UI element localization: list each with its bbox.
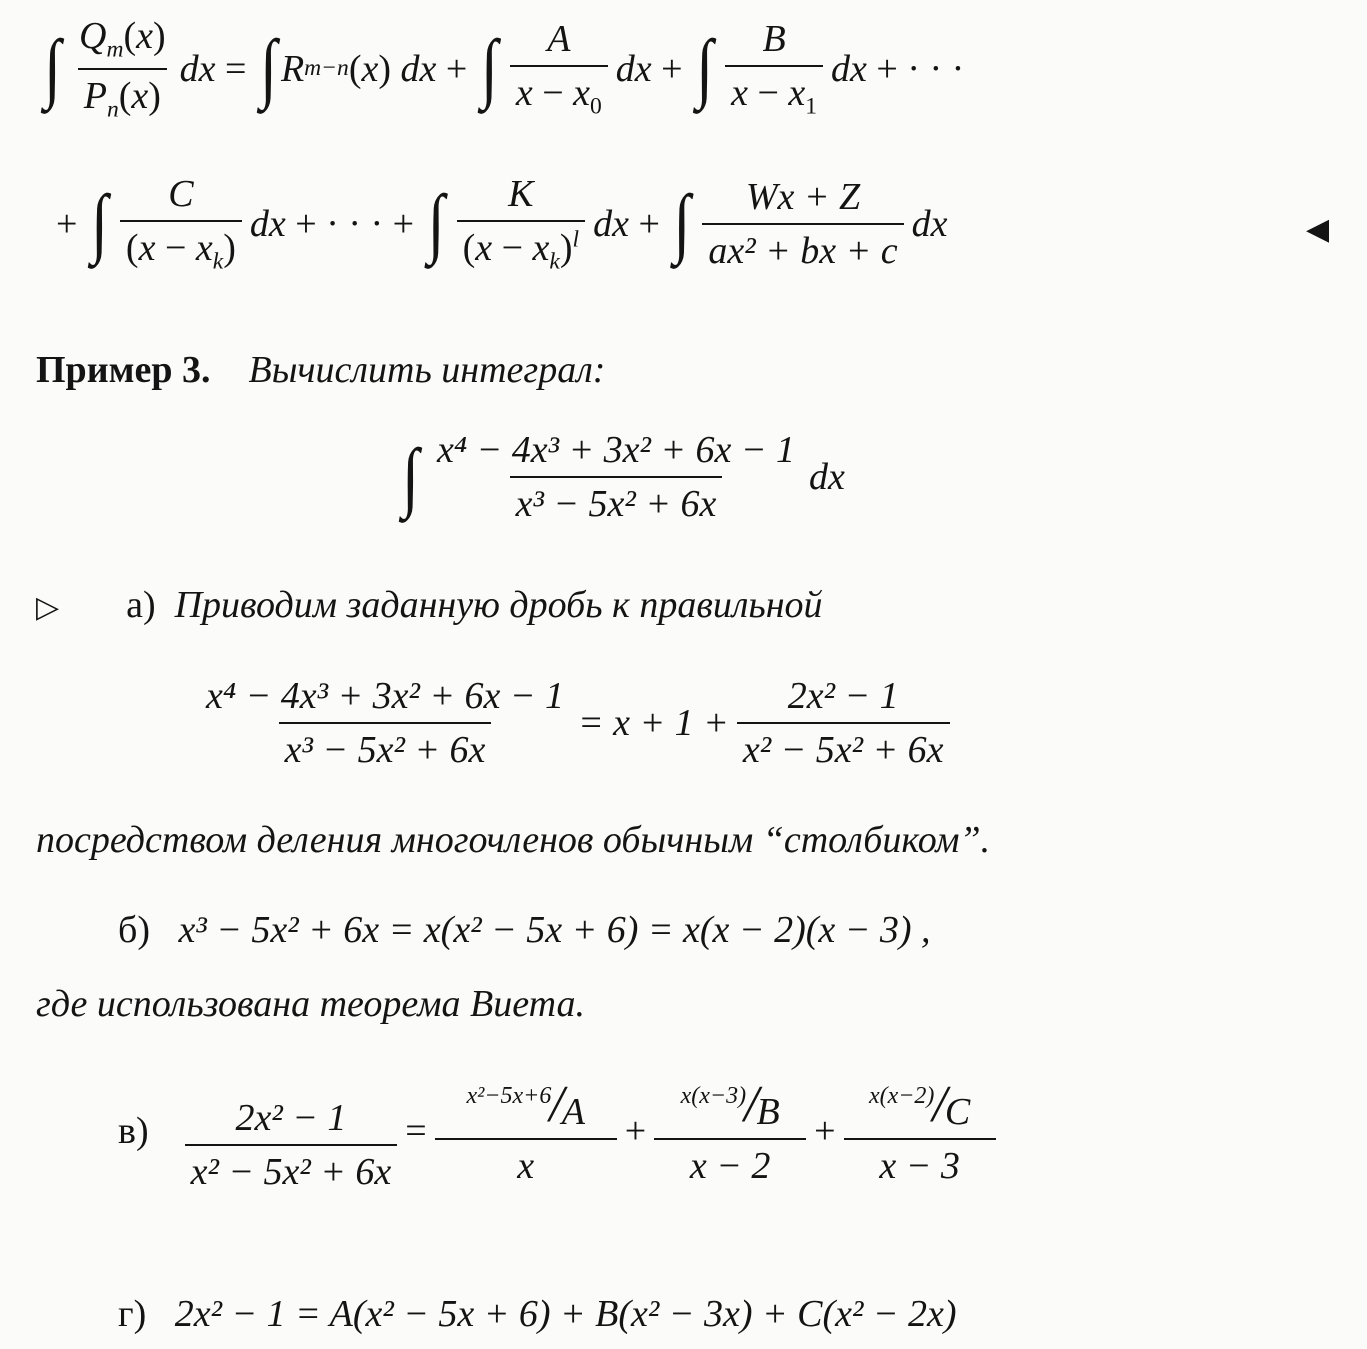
fraction-q-over-p: $\frac{Q_m(x)}{P_n(x)}$ — [78, 15, 166, 123]
fraction-k: $\frac{K}{(x - x_k)^l}$ — [457, 172, 586, 276]
step-a-text: Приводим заданную дробь к правильной — [174, 584, 823, 626]
example-heading — [36, 348, 605, 392]
fraction-c: $\frac{C}{(x - x_k)}$ — [120, 172, 242, 276]
step-a-after: посредством деления многочленов обычным “столбиком”. — [36, 819, 991, 861]
step-b-line: б) x³ − 5x² + 6x = x(x² − 5x + 6) = x(x − 2)(x − 3) , — [118, 909, 931, 951]
fraction-wz: $\frac{Wx + Z}{\text{ax² + bx + c}}$ — [702, 175, 903, 273]
fraction-a: $\frac{A}{x - x_0}$ — [510, 17, 608, 121]
fraction-b: $\frac{B}{x - x_1}$ — [725, 17, 823, 121]
example-title: Пример 3. — [36, 349, 211, 391]
integral-sign: ∫ — [44, 25, 61, 111]
decomposition-line-1: ∫ $\frac{Q_m(x)}{P_n(x)}$ dx = ∫ R m−n ( x ) dx + ∫ $\frac{A}{x - x_0}$ dx + ∫ $\frac{B}{x - x_1}$ dx + · · · — [44, 15, 965, 123]
integral-denominator: x³ − 5x² + 6x — [510, 476, 723, 526]
triangle-marker-icon: ▷ — [36, 591, 60, 624]
step-a-line — [36, 583, 823, 627]
step-a-label: а) — [126, 584, 156, 626]
step-b-after: где использована теорема Виета. — [36, 983, 586, 1025]
example-instruction: Вычислить интеграл: — [248, 349, 606, 391]
end-marker-icon: ◀ — [1306, 212, 1330, 247]
step-c-equation: в) $\frac{\text{2x² − 1}}{\text{x² − 5x² + 6x}}$ = x²−5x+6 / A x + x(x−3) / B x − 2 + x(x−2) / C x − 3 — [118, 1068, 1004, 1194]
step-a-equation: $\frac{\text{x⁴ − 4x³ + 3x² + 6x − 1}}{\text{x³ − 5x² + 6x}}$ = x + 1 + $\frac{\text{2x² − 1}}{\text{x² − 5x² + 6x}}$ — [200, 674, 958, 772]
decomposition-line-2: + ∫ $\frac{C}{(x - x_k)}$ dx + · · · + ∫ $\frac{K}{(x - x_k)^l}$ dx + ∫ $\frac{Wx + Z}{\text{ax² + bx + c}}$ dx — [56, 173, 948, 275]
step-d-line: г) 2x² − 1 = A(x² − 5x + 6) + B(x² − 3x) + C(x² − 2x) — [118, 1293, 957, 1335]
main-integral: ∫ $\frac{\text{x⁴ − 4x³ + 3x² + 6x − 1}}{\text{x³ − 5x² + 6x}}$ dx — [402, 429, 845, 525]
integral-numerator: x⁴ − 4x³ + 3x² + 6x − 1 — [436, 429, 796, 471]
